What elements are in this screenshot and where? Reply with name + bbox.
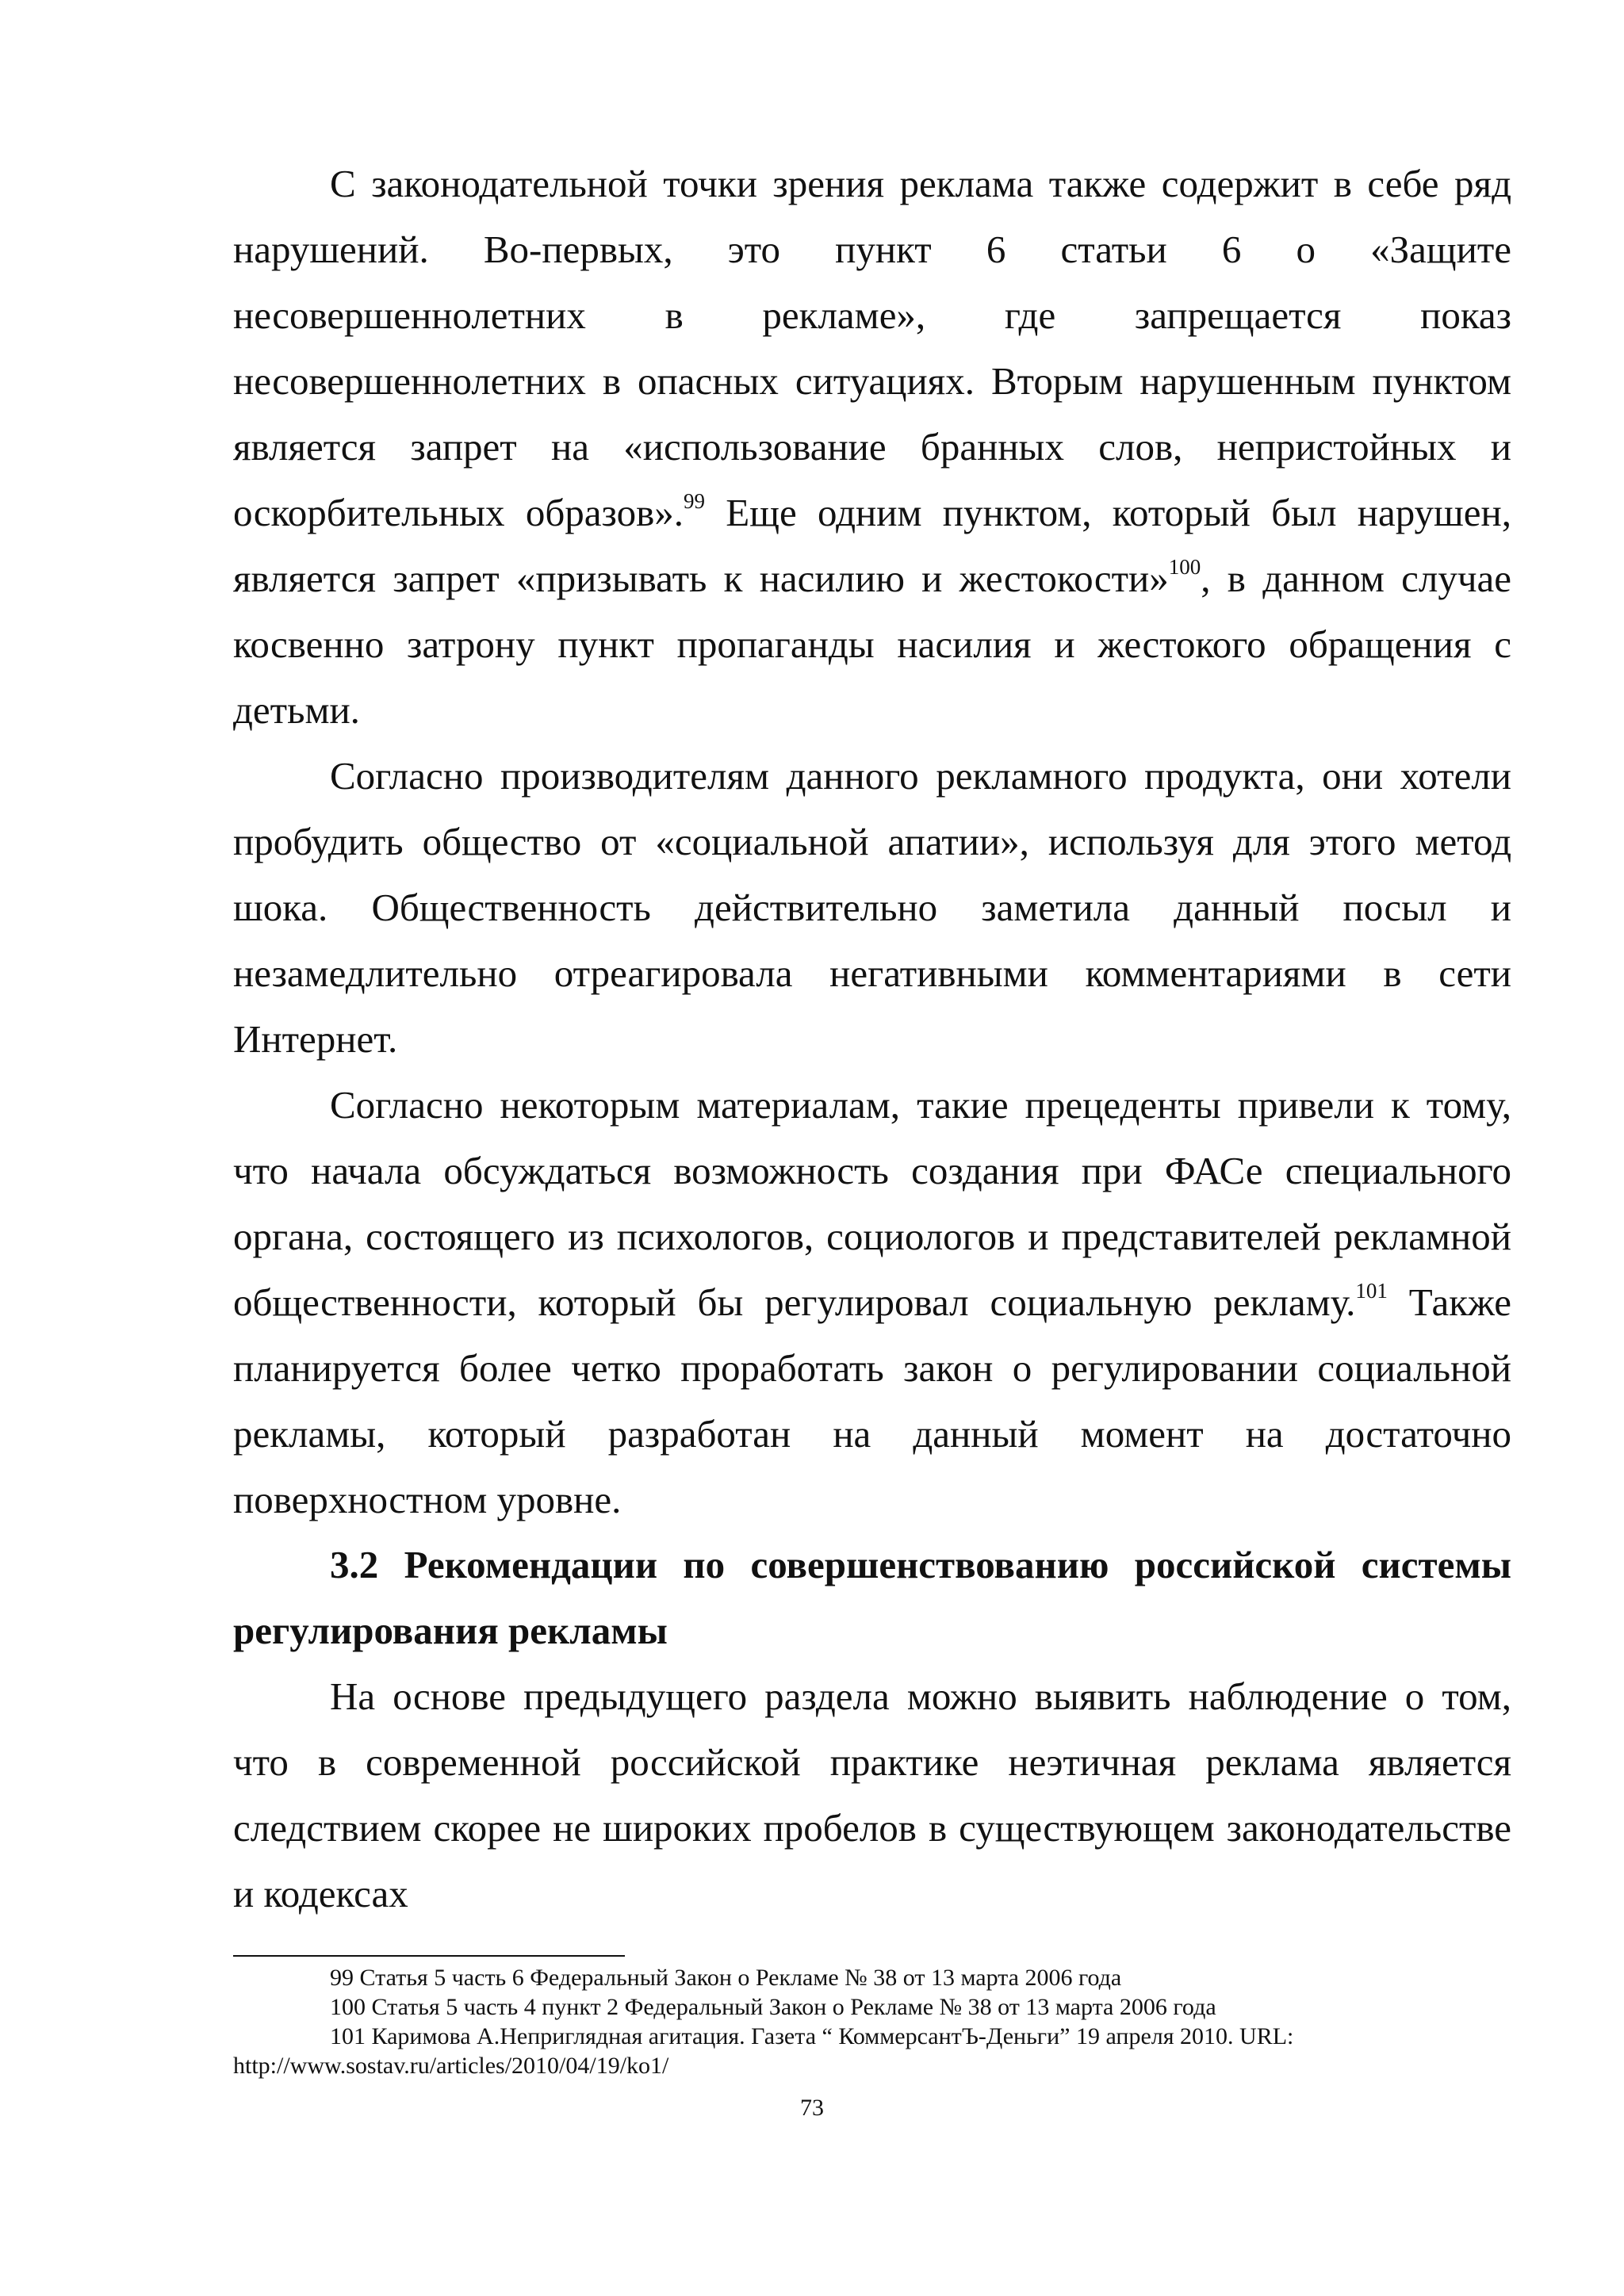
section-heading: 3.2 Рекомендации по совершенствованию российской системы регулирования рекламы xyxy=(233,1543,1511,1652)
footnotes xyxy=(233,1963,1511,2080)
footnote-ref: 100 xyxy=(1168,555,1201,579)
footnote-ref: 101 xyxy=(1355,1279,1388,1303)
body-text-top xyxy=(233,151,1511,1533)
paragraph-text: Еще одним пунктом, который был нарушен, является запрет «призывать к насилию и жестокости» xyxy=(233,491,1511,600)
footnote: 100 Статья 5 часть 4 пункт 2 Федеральный Закон о Рекламе № 38 от 13 марта 2006 года xyxy=(330,1994,1216,2020)
paragraph: На основе предыдущего раздела можно выявить наблюдение о том, что в современной российской практике неэтичная реклама является следствием скорее не широких пробелов в существующем законодательстве и кодексах xyxy=(233,1674,1511,1915)
paragraph-text: Согласно некоторым материалам, такие прецеденты привели к тому, что начала обсуждаться возможность создания при ФАСе специального органа, состоящего из психологов, социологов и представителей рекламной общественности, который бы регулировал социальную рекламу. xyxy=(233,1083,1511,1324)
footnote: 101 Каримова А.Неприглядная агитация. Газета “ КоммерсантЪ-Деньги” 19 апреля 2010. URL: http://www.sostav.ru/articles/2010/04/19/ko1/ xyxy=(233,2023,1294,2079)
page-number: 73 xyxy=(800,2095,824,2121)
footnote-ref: 99 xyxy=(683,489,705,513)
body-text-bottom xyxy=(233,1663,1511,1927)
footnote-divider xyxy=(233,1955,625,1957)
paragraph-text: С законодательной точки зрения реклама также содержит в себе ряд нарушений. Во-первых, это пункт 6 статьи 6 о «Защите несовершеннолетних в рекламе», где запрещается показ несовершеннолетних в опасных ситуациях. Вторым нарушенным пунктом является запрет на «использование бранных слов, непристойных и оскорбительных образов». xyxy=(233,162,1511,534)
paragraph xyxy=(233,151,1511,743)
paragraph: Согласно производителям данного рекламного продукта, они хотели пробудить общество от «социальной апатии», используя для этого метод шока. Общественность действительно заметила данный посыл и незамедлительно отреагировала негативными комментариями в сети Интернет. xyxy=(233,754,1511,1061)
paragraph-text: , в данном случае косвенно затрону пункт пропаганды насилия и жестокого обращения с детьми. xyxy=(233,557,1511,732)
paragraph xyxy=(233,1072,1511,1533)
paragraph-text: Также планируется более четко проработать закон о регулировании социальной рекламы, который разработан на данный момент на достаточно поверхностном уровне. xyxy=(233,1280,1511,1521)
footnote: 99 Статья 5 часть 6 Федеральный Закон о Рекламе № 38 от 13 марта 2006 года xyxy=(330,1965,1122,1991)
